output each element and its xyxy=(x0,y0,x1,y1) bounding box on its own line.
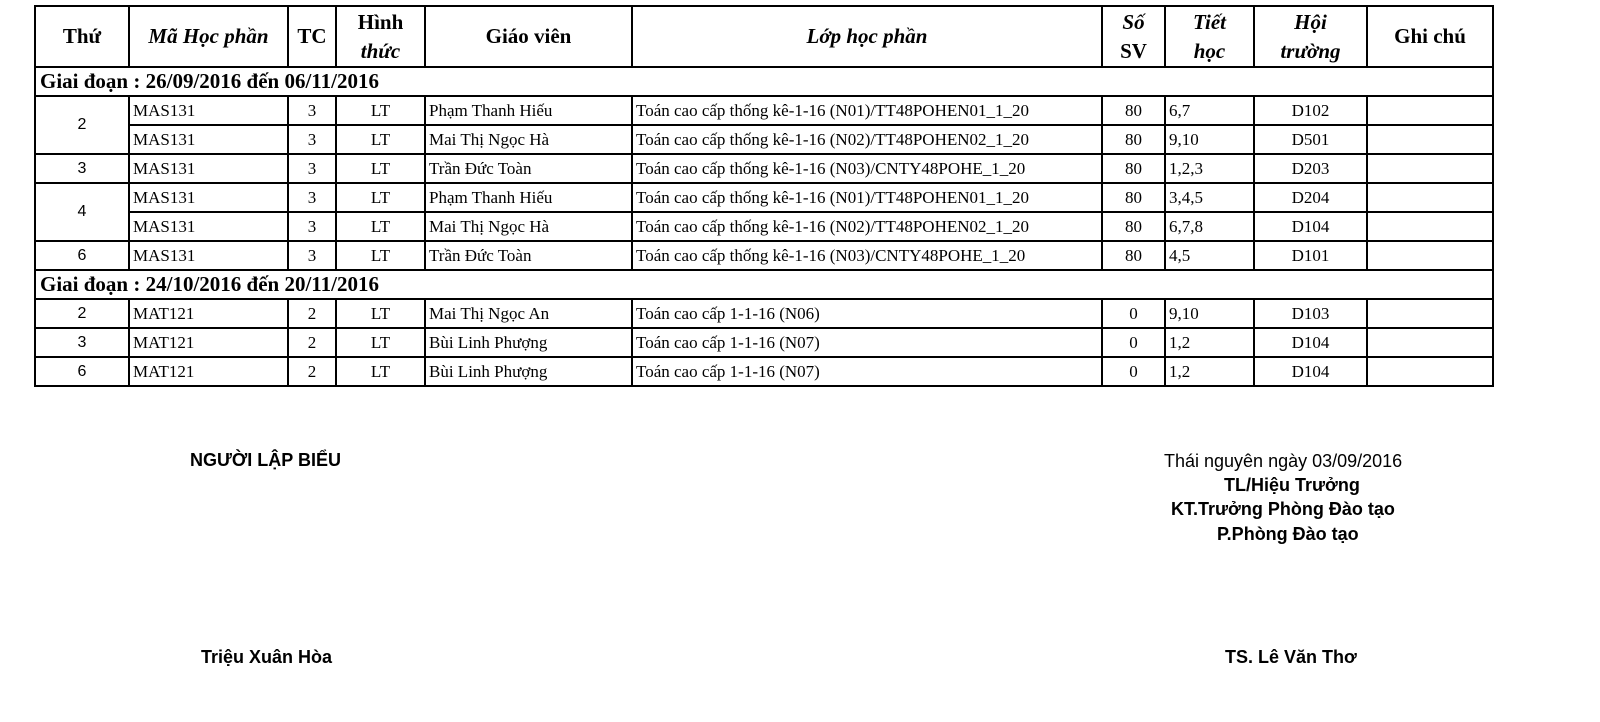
table-row xyxy=(35,299,1493,328)
cell-hinh-thuc: LT xyxy=(336,183,425,212)
cell-ma-hoc-phan: MAT121 xyxy=(129,299,288,328)
cell-hoi-truong: D104 xyxy=(1254,212,1367,241)
cell-so-sv: 0 xyxy=(1102,328,1165,357)
signature-left-name: Triệu Xuân Hòa xyxy=(201,647,333,667)
cell-tiet-hoc: 1,2 xyxy=(1165,357,1254,386)
cell-tc: 3 xyxy=(288,154,336,183)
cell-tc: 3 xyxy=(288,125,336,154)
cell-so-sv: 80 xyxy=(1102,154,1165,183)
cell-ghi-chu xyxy=(1367,96,1493,125)
cell-tiet-hoc: 1,2,3 xyxy=(1165,154,1254,183)
signature-right-line2: KT.Trưởng Phòng Đào tạo xyxy=(1171,499,1395,519)
cell-hinh-thuc: LT xyxy=(336,212,425,241)
signature-right-name: TS. Lê Văn Thơ xyxy=(1225,647,1357,667)
cell-ma-hoc-phan: MAS131 xyxy=(129,125,288,154)
cell-hoi-truong: D203 xyxy=(1254,154,1367,183)
cell-hinh-thuc: LT xyxy=(336,96,425,125)
signature-right-line1: TL/Hiệu Trưởng xyxy=(1224,475,1360,495)
cell-hoi-truong: D501 xyxy=(1254,125,1367,154)
cell-hoi-truong: D204 xyxy=(1254,183,1367,212)
table-body xyxy=(35,67,1493,386)
cell-lop-hoc-phan: Toán cao cấp thống kê-1-16 (N02)/TT48POHEN02_1_20 xyxy=(632,125,1102,154)
cell-so-sv: 80 xyxy=(1102,241,1165,270)
cell-tiet-hoc: 3,4,5 xyxy=(1165,183,1254,212)
table-row xyxy=(35,328,1493,357)
cell-ma-hoc-phan: MAT121 xyxy=(129,357,288,386)
cell-thu: 6 xyxy=(35,357,129,386)
cell-ma-hoc-phan: MAS131 xyxy=(129,96,288,125)
header-tiet-hoc xyxy=(1165,6,1254,67)
cell-hinh-thuc: LT xyxy=(336,299,425,328)
cell-tiet-hoc: 6,7 xyxy=(1165,96,1254,125)
cell-ghi-chu xyxy=(1367,183,1493,212)
signature-right-date: Thái nguyên ngày 03/09/2016 xyxy=(1164,451,1403,471)
cell-hoi-truong: D101 xyxy=(1254,241,1367,270)
cell-tc: 2 xyxy=(288,299,336,328)
signature-left-title: NGƯỜI LẬP BIỂU xyxy=(190,450,341,470)
header-hoi-truong-line2: trường xyxy=(1280,38,1341,63)
schedule-table xyxy=(34,5,1494,387)
cell-thu: 2 xyxy=(35,96,129,154)
header-tiet-hoc-line2: học xyxy=(1193,38,1226,63)
cell-ghi-chu xyxy=(1367,241,1493,270)
cell-tiet-hoc: 9,10 xyxy=(1165,125,1254,154)
stage-label: Giai đoạn : 26/09/2016 đến 06/11/2016 xyxy=(35,67,1493,96)
header-hinh-thuc xyxy=(336,6,425,67)
cell-thu: 6 xyxy=(35,241,129,270)
cell-ghi-chu xyxy=(1367,212,1493,241)
cell-ghi-chu xyxy=(1367,125,1493,154)
stage-label: Giai đoạn : 24/10/2016 đến 20/11/2016 xyxy=(35,270,1493,299)
header-so-sv-line1: Số xyxy=(1122,9,1145,34)
cell-hinh-thuc: LT xyxy=(336,328,425,357)
cell-hinh-thuc: LT xyxy=(336,154,425,183)
header-so-sv xyxy=(1102,6,1165,67)
cell-lop-hoc-phan: Toán cao cấp thống kê-1-16 (N02)/TT48POHEN02_1_20 xyxy=(632,212,1102,241)
header-lop-hoc-phan: Lớp học phần xyxy=(632,6,1102,67)
cell-thu: 4 xyxy=(35,183,129,241)
cell-hoi-truong: D104 xyxy=(1254,328,1367,357)
cell-ghi-chu xyxy=(1367,357,1493,386)
cell-thu: 2 xyxy=(35,299,129,328)
cell-giao-vien: Bùi Linh Phượng xyxy=(425,328,632,357)
cell-hinh-thuc: LT xyxy=(336,241,425,270)
cell-giao-vien: Phạm Thanh Hiếu xyxy=(425,183,632,212)
cell-giao-vien: Trần Đức Toàn xyxy=(425,154,632,183)
cell-lop-hoc-phan: Toán cao cấp thống kê-1-16 (N01)/TT48POHEN01_1_20 xyxy=(632,96,1102,125)
cell-hinh-thuc: LT xyxy=(336,125,425,154)
cell-so-sv: 80 xyxy=(1102,125,1165,154)
cell-lop-hoc-phan: Toán cao cấp thống kê-1-16 (N03)/CNTY48POHE_1_20 xyxy=(632,241,1102,270)
cell-ghi-chu xyxy=(1367,154,1493,183)
cell-so-sv: 80 xyxy=(1102,212,1165,241)
table-row xyxy=(35,212,1493,241)
header-tiet-hoc-line1: Tiết xyxy=(1192,9,1227,34)
header-hoi-truong xyxy=(1254,6,1367,67)
table-row xyxy=(35,241,1493,270)
cell-giao-vien: Bùi Linh Phượng xyxy=(425,357,632,386)
stage-row xyxy=(35,67,1493,96)
cell-giao-vien: Mai Thị Ngọc Hà xyxy=(425,212,632,241)
cell-ghi-chu xyxy=(1367,299,1493,328)
cell-ghi-chu xyxy=(1367,328,1493,357)
header-tc: TC xyxy=(288,6,336,67)
cell-tc: 2 xyxy=(288,328,336,357)
cell-so-sv: 80 xyxy=(1102,96,1165,125)
header-ma-hoc-phan: Mã Học phần xyxy=(129,6,288,67)
cell-hoi-truong: D102 xyxy=(1254,96,1367,125)
cell-thu: 3 xyxy=(35,328,129,357)
cell-ma-hoc-phan: MAS131 xyxy=(129,241,288,270)
table-row xyxy=(35,96,1493,125)
cell-lop-hoc-phan: Toán cao cấp thống kê-1-16 (N03)/CNTY48POHE_1_20 xyxy=(632,154,1102,183)
header-hinh-thuc-line1: Hình xyxy=(357,9,404,34)
cell-ma-hoc-phan: MAS131 xyxy=(129,154,288,183)
header-so-sv-line2: SV xyxy=(1120,38,1147,63)
cell-tiet-hoc: 9,10 xyxy=(1165,299,1254,328)
cell-lop-hoc-phan: Toán cao cấp 1-1-16 (N06) xyxy=(632,299,1102,328)
cell-so-sv: 0 xyxy=(1102,357,1165,386)
cell-lop-hoc-phan: Toán cao cấp 1-1-16 (N07) xyxy=(632,357,1102,386)
cell-ma-hoc-phan: MAS131 xyxy=(129,183,288,212)
cell-hoi-truong: D103 xyxy=(1254,299,1367,328)
table-header-row xyxy=(35,6,1493,67)
cell-tiet-hoc: 6,7,8 xyxy=(1165,212,1254,241)
cell-tc: 2 xyxy=(288,357,336,386)
signature-right-line3: P.Phòng Đào tạo xyxy=(1217,524,1359,544)
cell-giao-vien: Mai Thị Ngọc Hà xyxy=(425,125,632,154)
header-hinh-thuc-line2: thức xyxy=(360,38,401,63)
cell-giao-vien: Phạm Thanh Hiếu xyxy=(425,96,632,125)
cell-giao-vien: Mai Thị Ngọc An xyxy=(425,299,632,328)
table-row xyxy=(35,125,1493,154)
cell-tc: 3 xyxy=(288,212,336,241)
cell-so-sv: 80 xyxy=(1102,183,1165,212)
table-row xyxy=(35,183,1493,212)
cell-thu: 3 xyxy=(35,154,129,183)
stage-row xyxy=(35,270,1493,299)
cell-tc: 3 xyxy=(288,241,336,270)
cell-lop-hoc-phan: Toán cao cấp thống kê-1-16 (N01)/TT48POHEN01_1_20 xyxy=(632,183,1102,212)
header-thu: Thứ xyxy=(35,6,129,67)
cell-tiet-hoc: 1,2 xyxy=(1165,328,1254,357)
header-ghi-chu: Ghi chú xyxy=(1367,6,1493,67)
cell-tiet-hoc: 4,5 xyxy=(1165,241,1254,270)
cell-so-sv: 0 xyxy=(1102,299,1165,328)
header-hoi-truong-line1: Hội xyxy=(1294,9,1327,34)
cell-tc: 3 xyxy=(288,183,336,212)
cell-giao-vien: Trần Đức Toàn xyxy=(425,241,632,270)
table-row xyxy=(35,154,1493,183)
table-row xyxy=(35,357,1493,386)
cell-ma-hoc-phan: MAS131 xyxy=(129,212,288,241)
cell-hinh-thuc: LT xyxy=(336,357,425,386)
cell-ma-hoc-phan: MAT121 xyxy=(129,328,288,357)
cell-hoi-truong: D104 xyxy=(1254,357,1367,386)
cell-tc: 3 xyxy=(288,96,336,125)
cell-lop-hoc-phan: Toán cao cấp 1-1-16 (N07) xyxy=(632,328,1102,357)
header-giao-vien: Giáo viên xyxy=(425,6,632,67)
